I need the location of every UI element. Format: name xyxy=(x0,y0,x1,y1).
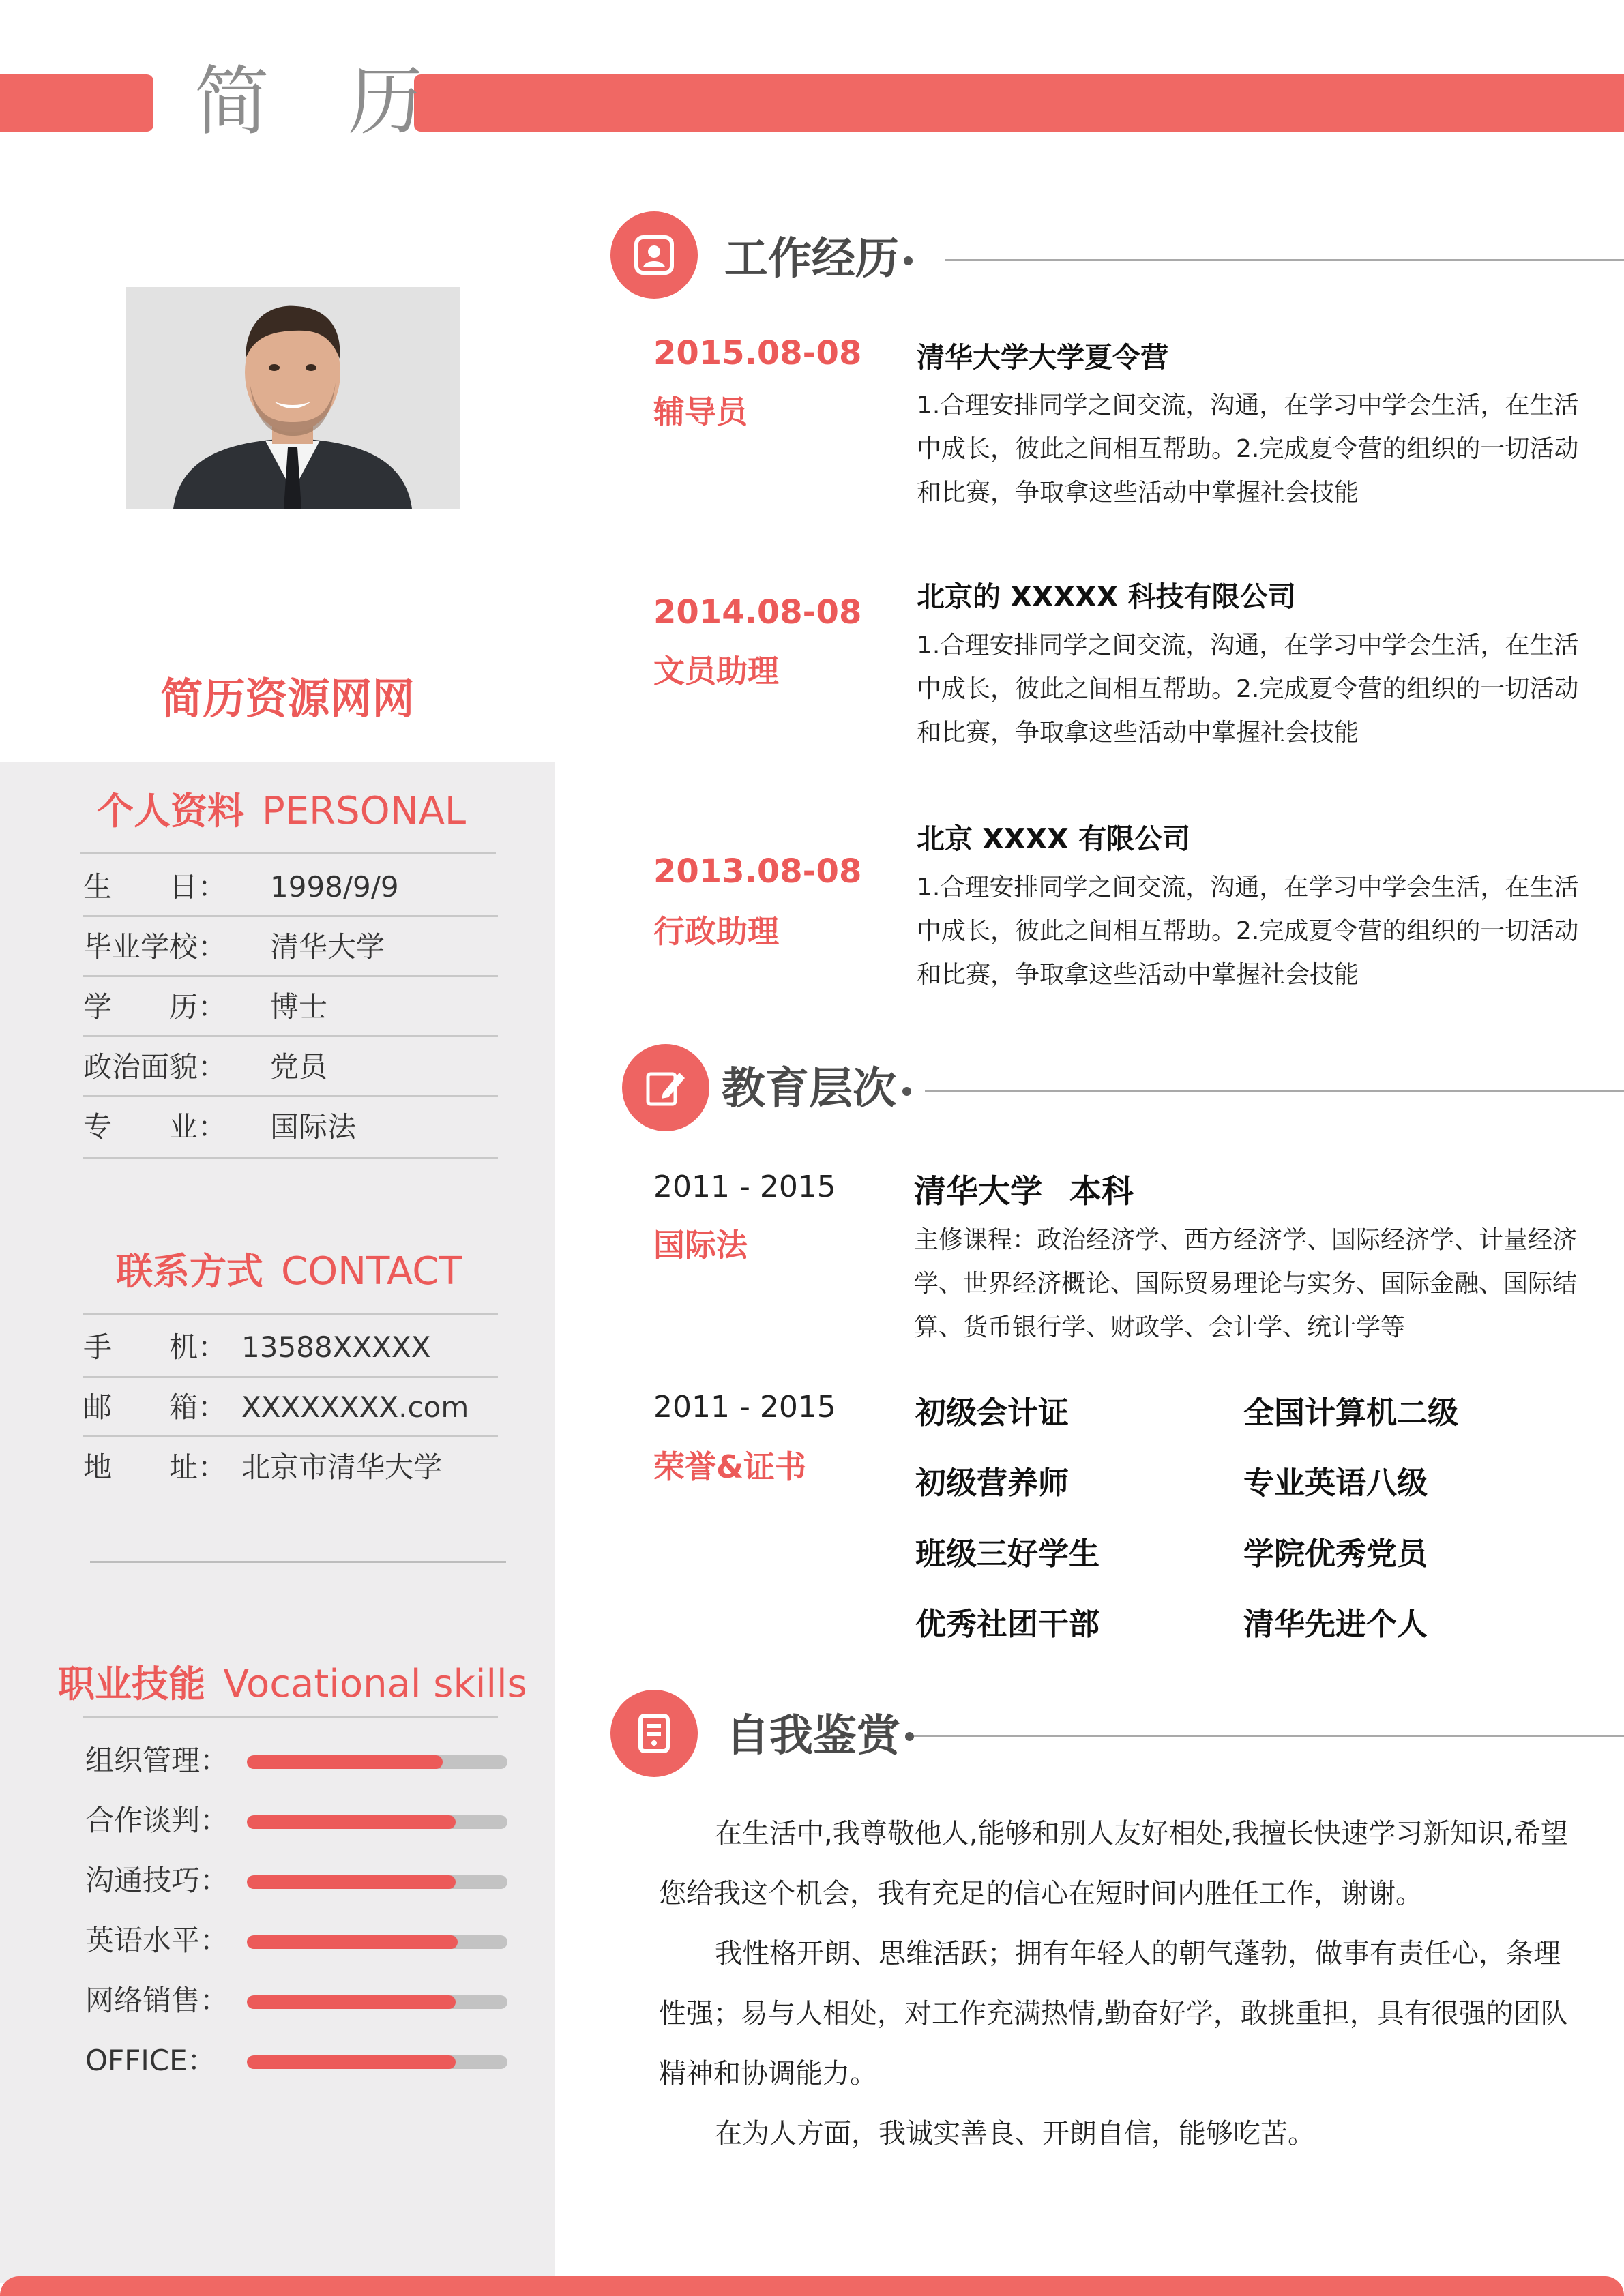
work-date: 2013.08-08 xyxy=(653,852,862,891)
info-row-birthday xyxy=(83,857,499,917)
work-role: 行政助理 xyxy=(653,913,779,950)
header-bar-right xyxy=(414,74,1624,132)
divider xyxy=(83,1157,498,1159)
skill-bar-fill xyxy=(247,1995,456,2009)
section-rule xyxy=(925,1090,1624,1092)
title-dot xyxy=(905,1732,914,1741)
cert-item: 清华先进个人 xyxy=(1243,1606,1428,1642)
skill-bar-fill xyxy=(247,1815,456,1829)
cert-item: 优秀社团干部 xyxy=(915,1606,1100,1642)
info-value: 1998/9/9 xyxy=(270,870,399,904)
email-value: XXXXXXXX.com xyxy=(241,1390,469,1424)
skill-label: 组织管理： xyxy=(85,1744,229,1777)
skills-section-header xyxy=(58,1657,527,1720)
skill-bar xyxy=(247,1755,507,1769)
skill-label: 英语水平： xyxy=(85,1924,229,1957)
profile-photo xyxy=(126,287,460,509)
info-row-political xyxy=(83,1037,499,1097)
skill-row xyxy=(85,2040,508,2081)
honors-years: 2011 - 2015 xyxy=(653,1390,836,1425)
education-section-icon xyxy=(622,1044,709,1131)
info-label: 手 机： xyxy=(83,1330,227,1364)
contact-row-phone xyxy=(83,1317,499,1377)
work-description: 1.合理安排同学之间交流，沟通，在学习中学会生活，在生活中成长，彼此之间相互帮助。2.完成夏令营的组织的一切活动和比赛，争取拿这些活动中掌握社会技能 xyxy=(917,391,1579,507)
skill-label: OFFICE： xyxy=(85,2044,216,2077)
skill-bar xyxy=(247,2055,507,2069)
skill-label: 沟通技巧： xyxy=(85,1864,229,1897)
cert-item: 班级三好学生 xyxy=(915,1536,1100,1572)
cert-item: 学院优秀党员 xyxy=(1243,1536,1428,1572)
info-value: 博士 xyxy=(270,990,328,1024)
title-dot xyxy=(904,256,913,265)
contact-row-email xyxy=(83,1377,499,1437)
personal-title-en: PERSONAL xyxy=(262,789,467,833)
skill-row xyxy=(85,1920,508,1961)
footer-bar xyxy=(0,2276,1624,2296)
skills-title-en: Vocational skills xyxy=(223,1662,527,1706)
personal-section-header xyxy=(97,784,466,848)
work-role: 文员助理 xyxy=(653,653,779,689)
skill-row xyxy=(85,1740,508,1781)
skill-bar xyxy=(247,1995,507,2009)
divider xyxy=(90,1561,506,1563)
education-section-title: 教育层次 xyxy=(722,1064,896,1114)
info-row-major xyxy=(83,1097,499,1157)
skill-bar xyxy=(247,1935,507,1949)
work-section-icon xyxy=(610,211,698,299)
work-section-title: 工作经历 xyxy=(724,234,899,284)
degree: 本科 xyxy=(1069,1173,1134,1210)
section-rule xyxy=(945,259,1624,261)
self-eval-paragraph: 在为人方面，我诚实善良、开朗自信，能够吃苦。 xyxy=(715,2118,1315,2149)
phone-value: 13588XXXXX xyxy=(241,1330,431,1364)
work-description: 1.合理安排同学之间交流，沟通，在学习中学会生活，在生活中成长，彼此之间相互帮助。2.完成夏令营的组织的一切活动和比赛，争取拿这些活动中掌握社会技能 xyxy=(917,874,1579,989)
cert-item: 初级会计证 xyxy=(915,1395,1069,1431)
courses: 主修课程：政治经济学、西方经济学、国际经济学、计量经济学、世界经济概论、国际贸易理论与实务、国际金融、国际结算、货币银行学、财政学、会计学、统计学等 xyxy=(914,1226,1578,1341)
skill-bar-fill xyxy=(247,1935,458,1949)
info-label: 生 日： xyxy=(83,870,227,904)
work-company: 北京的 XXXXX 科技有限公司 xyxy=(917,580,1296,613)
info-label: 学 历： xyxy=(83,990,227,1024)
skill-row xyxy=(85,1800,508,1841)
divider xyxy=(83,1435,498,1437)
study-years: 2011 - 2015 xyxy=(653,1169,836,1204)
school-name: 清华大学 xyxy=(914,1173,1042,1210)
skills-title-cn: 职业技能 xyxy=(58,1663,205,1705)
info-value: 清华大学 xyxy=(270,930,385,964)
info-label: 地 址： xyxy=(83,1450,227,1484)
info-label: 邮 箱： xyxy=(83,1390,227,1424)
work-date: 2014.08-08 xyxy=(653,593,862,631)
skill-bar xyxy=(247,1875,507,1889)
cert-item: 初级营养师 xyxy=(915,1465,1069,1501)
info-row-degree xyxy=(83,977,499,1037)
info-value: 国际法 xyxy=(270,1110,357,1144)
header-bar-left xyxy=(0,74,153,132)
address-value: 北京市清华大学 xyxy=(241,1450,443,1484)
document-icon xyxy=(632,1712,676,1755)
cert-item: 全国计算机二级 xyxy=(1243,1395,1459,1431)
skill-label: 合作谈判： xyxy=(85,1804,229,1837)
user-badge-icon xyxy=(632,233,676,277)
info-label: 专 业： xyxy=(83,1110,227,1144)
work-description: 1.合理安排同学之间交流，沟通，在学习中学会生活，在生活中成长，彼此之间相互帮助。2.完成夏令营的组织的一切活动和比赛，争取拿这些活动中掌握社会技能 xyxy=(917,631,1579,747)
info-value: 党员 xyxy=(270,1050,328,1084)
skill-label: 网络销售： xyxy=(85,1984,229,2017)
study-major: 国际法 xyxy=(653,1227,748,1264)
work-date: 2015.08-08 xyxy=(653,334,862,372)
contact-title-cn: 联系方式 xyxy=(116,1250,263,1293)
contact-section-header xyxy=(116,1244,462,1308)
school-degree xyxy=(914,1166,1134,1212)
self-eval-paragraph: 在生活中,我尊敬他人,能够和别人友好相处,我擅长快速学习新知识,希望您给我这个机会，我有充足的信心在短时间内胜任工作，谢谢。 xyxy=(659,1818,1568,1909)
cert-item: 专业英语八级 xyxy=(1243,1465,1428,1501)
skill-bar-fill xyxy=(247,1875,456,1889)
section-rule xyxy=(914,1735,1624,1737)
skill-bar-fill xyxy=(247,2055,456,2069)
self-eval-section-title: 自我鉴赏 xyxy=(726,1711,900,1761)
divider xyxy=(80,852,496,854)
work-company: 北京 XXXX 有限公司 xyxy=(917,822,1190,855)
info-label: 毕业学校： xyxy=(83,930,227,964)
personal-title-cn: 个人资料 xyxy=(97,790,244,833)
skill-row xyxy=(85,1860,508,1901)
work-company: 清华大学大学夏令营 xyxy=(917,341,1168,374)
profile-name: 简历资源网网 xyxy=(160,674,415,724)
info-row-school xyxy=(83,917,499,977)
divider xyxy=(83,1716,498,1718)
self-eval-section-icon xyxy=(610,1690,698,1777)
honors-label: 荣誉&证书 xyxy=(653,1448,807,1485)
pencil-note-icon xyxy=(644,1066,688,1109)
skill-row xyxy=(85,1980,508,2021)
page-title: 简 历 xyxy=(194,58,450,145)
title-dot xyxy=(902,1087,911,1096)
contact-title-en: CONTACT xyxy=(281,1249,462,1294)
self-eval-paragraph: 我性格开朗、思维活跃；拥有年轻人的朝气蓬勃，做事有责任心，条理性强；易与人相处，对工作充满热情,勤奋好学，敢挑重担，具有很强的团队精神和协调能力。 xyxy=(659,1938,1568,2089)
divider xyxy=(83,1313,498,1315)
skill-bar-fill xyxy=(247,1755,443,1769)
skill-bar xyxy=(247,1815,507,1829)
info-label: 政治面貌： xyxy=(83,1050,227,1084)
contact-row-address xyxy=(83,1437,499,1497)
work-role: 辅导员 xyxy=(653,393,748,430)
